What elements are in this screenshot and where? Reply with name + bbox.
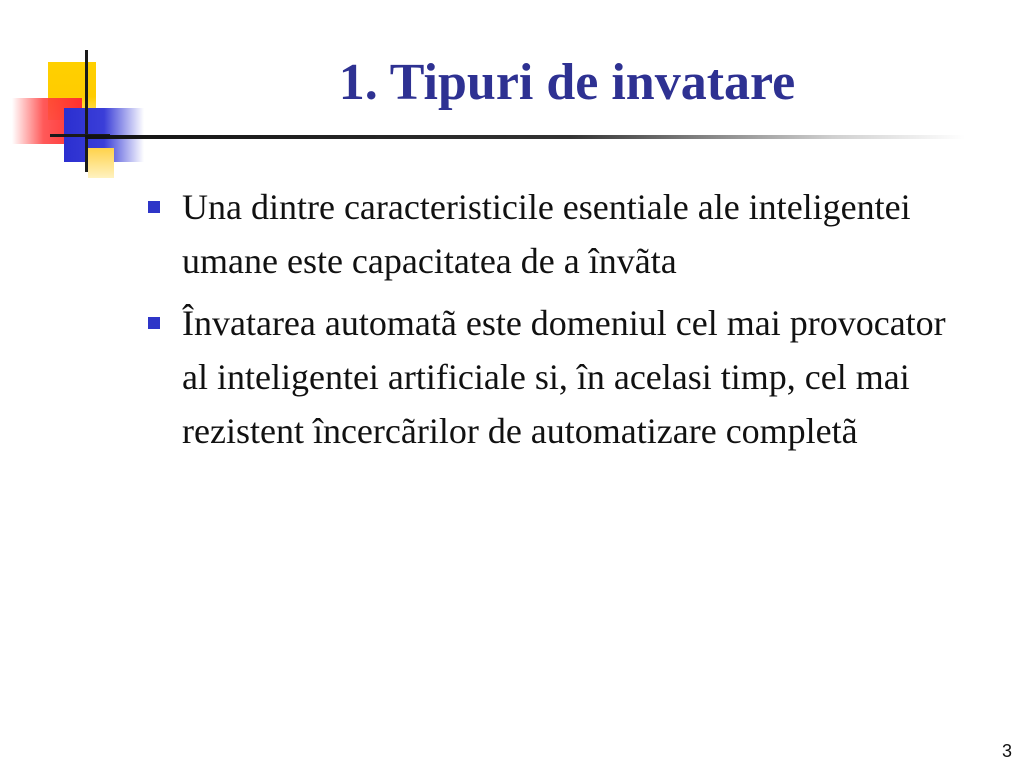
slide-title: 1. Tipuri de invatare bbox=[338, 54, 796, 111]
bullet-text: Una dintre caracteristicile esentiale ale inteligentei umane este capacitatea de a învãta bbox=[182, 187, 911, 281]
bullet-item bbox=[142, 296, 962, 458]
page-number: 3 bbox=[1001, 741, 1012, 761]
square-bullet-icon bbox=[148, 317, 160, 329]
bullet-list bbox=[142, 180, 962, 466]
square-bullet-icon bbox=[148, 201, 160, 213]
logo-small-yellow-square bbox=[88, 148, 114, 178]
bullet-item bbox=[142, 180, 962, 288]
bullet-text: Învatarea automatã este domeniul cel mai provocator al inteligentei artificiale si, în acelasi timp, cel mai rezistent încercãrilor de automatizare completã bbox=[182, 303, 946, 451]
title-divider bbox=[85, 135, 965, 139]
